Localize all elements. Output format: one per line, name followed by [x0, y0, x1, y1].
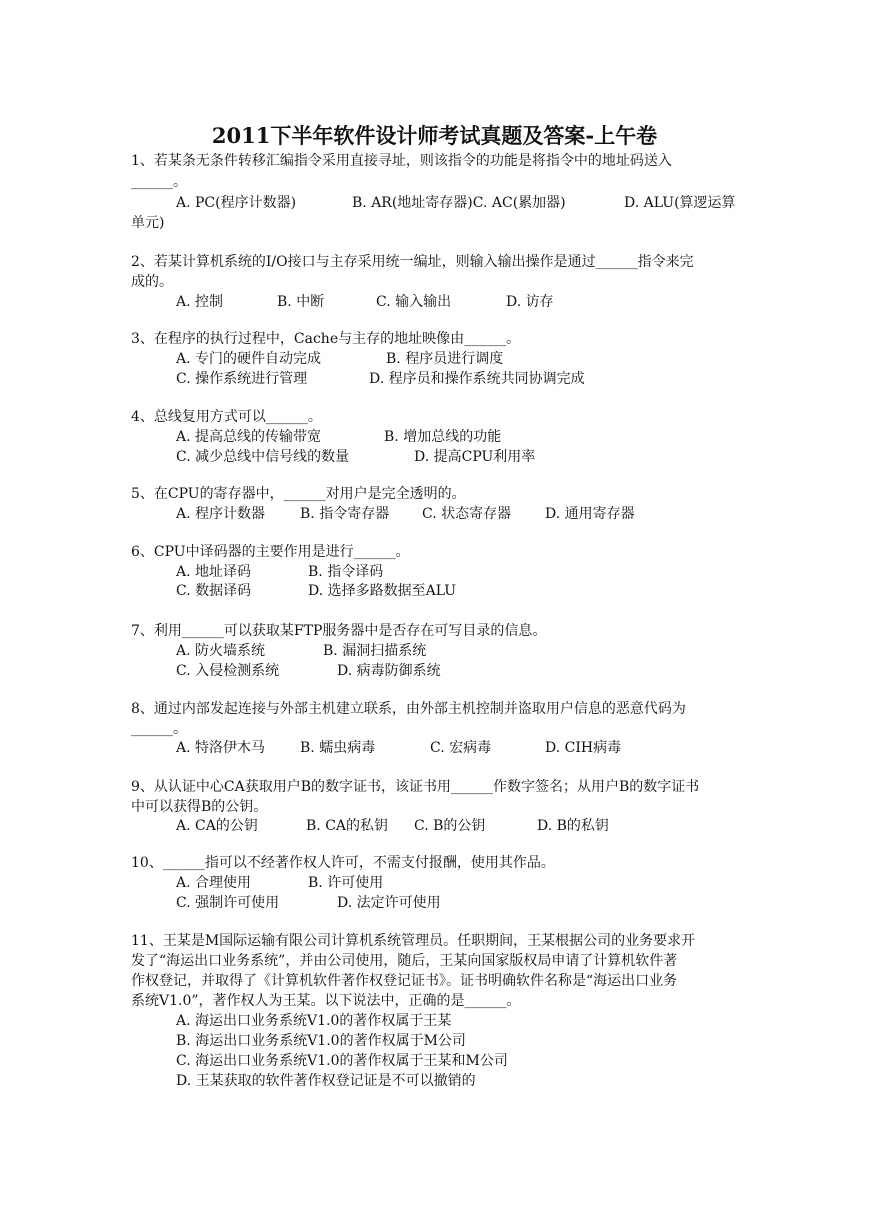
question-9-option-d: D. B的私钥: [537, 818, 609, 834]
question-9-option-c: C. B的公钥: [414, 818, 486, 834]
question-1-option-a: A. PC(程序计数器): [176, 195, 297, 211]
question-4-option-d: D. 提高CPU利用率: [414, 449, 536, 465]
question-5-option-b: B. 指令寄存器: [300, 506, 390, 522]
question-2-option-c: C. 输入输出: [376, 294, 452, 310]
question-10-option-d: D. 法定许可使用: [337, 895, 441, 911]
question-11-line-3: 作权登记，并取得了《计算机软件著作权登记证书》。证书明确软件名称是“海运出口业务: [131, 973, 678, 989]
question-9-option-a: A. CA的公钥: [176, 818, 258, 834]
question-5-option-d: D. 通用寄存器: [545, 506, 635, 522]
question-3-line-1: 3、在程序的执行过程中，Cache与主存的地址映像由______。: [131, 331, 521, 347]
question-1-option-bc: B. AR(地址寄存器)C. AC(累加器): [352, 195, 566, 211]
question-8-line-1: 8、通过内部发起连接与外部主机建立联系，由外部主机控制并盗取用户信息的恶意代码为: [131, 701, 686, 717]
question-2-option-a: A. 控制: [176, 294, 224, 310]
page-title: 2011下半年软件设计师考试真题及答案-上午卷: [211, 123, 658, 148]
question-4-line-1: 4、总线复用方式可以______。: [131, 409, 322, 425]
question-11-line-2: 发了“海运出口业务系统”，并由公司使用，随后，王某向国家版权局申请了计算机软件著: [131, 953, 678, 969]
question-10-line-1: 10、______指可以不经著作权人许可，不需支付报酬，使用其作品。: [131, 855, 555, 871]
question-3-option-a: A. 专门的硬件自动完成: [176, 351, 322, 367]
question-10-option-c: C. 强制许可使用: [176, 895, 280, 911]
question-11-option-d: D. 王某获取的软件著作权登记证是不可以撤销的: [176, 1073, 476, 1089]
question-3-option-d: D. 程序员和操作系统共同协调完成: [369, 371, 585, 387]
question-3-option-c: C. 操作系统进行管理: [176, 371, 308, 387]
question-7-option-a: A. 防火墙系统: [176, 643, 266, 659]
question-11-option-a: A. 海运出口业务系统V1.0的著作权属于王某: [176, 1013, 452, 1029]
question-11-option-b: B. 海运出口业务系统V1.0的著作权属于M公司: [176, 1033, 466, 1049]
question-9-option-b: B. CA的私钥: [306, 818, 389, 834]
question-6-option-d: D. 选择多路数据至ALU: [308, 583, 457, 599]
question-11-option-c: C. 海运出口业务系统V1.0的著作权属于王某和M公司: [176, 1053, 508, 1069]
question-4-option-a: A. 提高总线的传输带宽: [176, 429, 322, 445]
question-4-option-c: C. 减少总线中信号线的数量: [176, 449, 350, 465]
question-11-line-4: 系统V1.0”，著作权人为王某。以下说法中，正确的是______。: [131, 993, 521, 1009]
question-9-line-2: 中可以获得B的公钥。: [131, 799, 268, 815]
question-3-option-b: B. 程序员进行调度: [386, 351, 504, 367]
question-7-option-b: B. 漏洞扫描系统: [323, 643, 427, 659]
question-9-line-1: 9、从认证中心CA获取用户B的数字证书，该证书用______作数字签名；从用户B的数字证书: [131, 779, 700, 795]
question-6-line-1: 6、CPU中译码器的主要作用是进行______。: [131, 544, 410, 560]
question-7-option-d: D. 病毒防御系统: [337, 663, 441, 679]
question-8-option-a: A. 特洛伊木马: [176, 740, 266, 756]
question-1-line-1: 1、若某条无条件转移汇编指令采用直接寻址，则该指令的功能是将指令中的地址码送入: [131, 153, 672, 169]
question-8-line-2: ______。: [131, 721, 187, 737]
question-10-option-a: A. 合理使用: [176, 875, 252, 891]
question-2-option-d: D. 访存: [506, 294, 554, 310]
question-4-option-b: B. 增加总线的功能: [384, 429, 502, 445]
question-6-option-a: A. 地址译码: [176, 564, 252, 580]
question-10-option-b: B. 许可使用: [308, 875, 384, 891]
question-6-option-c: C. 数据译码: [176, 583, 252, 599]
question-2-line-2: 成的。: [131, 274, 173, 290]
question-8-option-d: D. CIH病毒: [545, 740, 622, 756]
question-2-line-1: 2、若某计算机系统的I/O接口与主存采用统一编址，则输入输出操作是通过______指令来完: [131, 254, 694, 270]
question-1-option-d-cont: 单元): [131, 215, 165, 231]
question-5-option-c: C. 状态寄存器: [422, 506, 512, 522]
question-7-option-c: C. 入侵检测系统: [176, 663, 280, 679]
question-1-option-d: D. ALU(算逻运算: [624, 195, 736, 211]
question-6-option-b: B. 指令译码: [308, 564, 384, 580]
question-5-option-a: A. 程序计数器: [176, 506, 266, 522]
question-1-line-2: ______。: [131, 174, 187, 190]
question-8-option-b: B. 蠕虫病毒: [300, 740, 376, 756]
question-7-line-1: 7、利用______可以获取某FTP服务器中是否存在可写目录的信息。: [131, 623, 547, 639]
question-2-option-b: B. 中断: [277, 294, 325, 310]
question-11-line-1: 11、王某是M国际运输有限公司计算机系统管理员。任职期间，王某根据公司的业务要求开: [131, 933, 696, 949]
question-8-option-c: C. 宏病毒: [430, 740, 492, 756]
question-5-line-1: 5、在CPU的寄存器中，______对用户是完全透明的。: [131, 486, 466, 502]
